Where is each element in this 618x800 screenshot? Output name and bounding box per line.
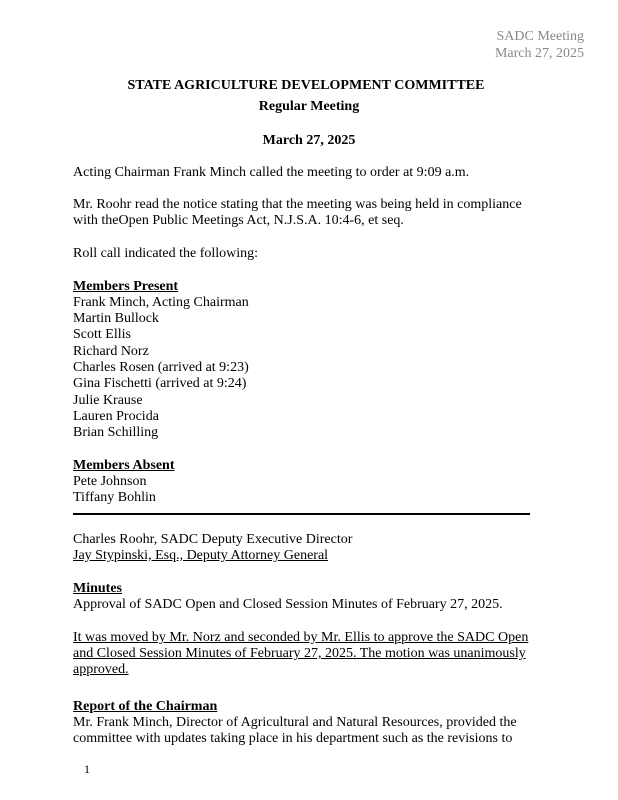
document-title: STATE AGRICULTURE DEVELOPMENT COMMITTEE — [127, 78, 485, 93]
chairman-report-line-1: Mr. Frank Minch, Director of Agricultural and Natural Resources, provided the — [73, 715, 517, 730]
staff-line-1: Charles Roohr, SADC Deputy Executive Director — [73, 532, 353, 547]
members-absent-heading: Members Absent — [73, 458, 175, 473]
page-number: 1 — [84, 762, 90, 776]
header-meeting-date: March 27, 2025 — [494, 46, 584, 61]
section-divider — [73, 513, 530, 515]
header-meeting-name: SADC Meeting — [496, 29, 584, 44]
minutes-heading: Minutes — [73, 581, 122, 596]
motion-line-2: and Closed Session Minutes of February 27, 2025. The motion was unanimously — [73, 646, 526, 661]
motion-line-1: It was moved by Mr. Norz and seconded by Mr. Ellis to approve the SADC Open — [73, 630, 529, 645]
motion-line-3: approved. — [73, 662, 129, 677]
member-present: Brian Schilling — [73, 425, 159, 440]
call-to-order: Acting Chairman Frank Minch called the meeting to order at 9:09 a.m. — [73, 165, 470, 180]
meeting-type: Regular Meeting — [258, 99, 360, 114]
member-present: Richard Norz — [73, 344, 149, 359]
notice-line-2: with theOpen Public Meetings Act, N.J.S.A. 10:4-6, et seq. — [73, 213, 404, 228]
minutes-approval: Approval of SADC Open and Closed Session Minutes of February 27, 2025. — [73, 597, 503, 612]
chairman-report-heading: Report of the Chairman — [73, 699, 218, 714]
roll-call: Roll call indicated the following: — [73, 246, 259, 261]
member-present: Charles Rosen (arrived at 9:23) — [73, 360, 249, 375]
member-present: Frank Minch, Acting Chairman — [73, 295, 249, 310]
running-header — [495, 28, 584, 62]
member-present: Lauren Procida — [73, 409, 159, 424]
members-present-heading: Members Present — [73, 279, 179, 294]
member-absent: Tiffany Bohlin — [73, 490, 156, 505]
member-present: Julie Krause — [73, 393, 143, 408]
member-present: Gina Fischetti (arrived at 9:24) — [73, 376, 247, 391]
staff-line-2: Jay Stypinski, Esq., Deputy Attorney General — [73, 548, 329, 563]
member-present: Martin Bullock — [73, 311, 159, 326]
meeting-date: March 27, 2025 — [262, 133, 356, 148]
notice-line-1: Mr. Roohr read the notice stating that the meeting was being held in compliance — [73, 197, 522, 212]
member-absent: Pete Johnson — [73, 474, 147, 489]
chairman-report-line-2: committee with updates taking place in his department such as the revisions to — [73, 731, 513, 746]
member-present: Scott Ellis — [73, 327, 131, 342]
